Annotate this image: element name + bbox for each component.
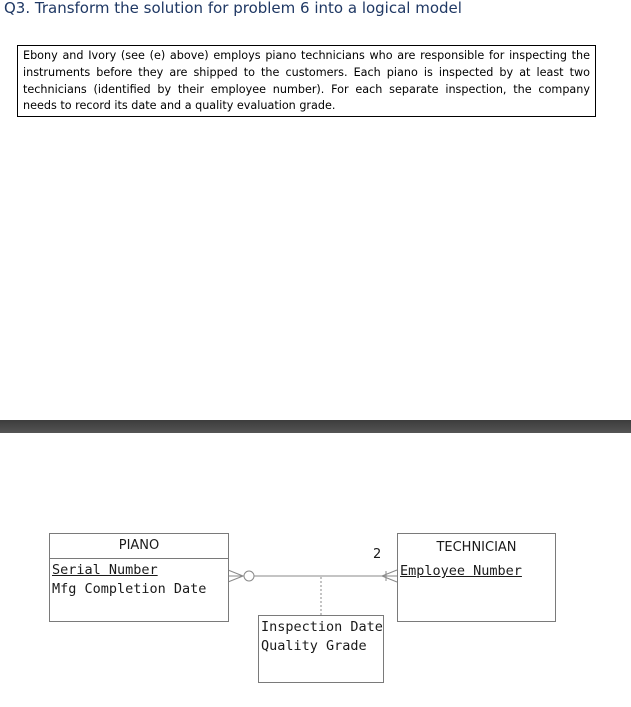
piano-entity [49, 533, 229, 622]
inspection-date-attribute: Inspection Date [261, 619, 383, 635]
question-heading: Q3. Transform the solution for problem 6 into a logical model [4, 0, 462, 17]
piano-serial-number-attribute: Serial Number [52, 562, 158, 578]
piano-entity-title: PIANO [50, 534, 228, 559]
inspection-quality-grade-attribute: Quality Grade [261, 638, 367, 654]
technician-employee-number-attribute: Employee Number [400, 563, 522, 579]
piano-mfg-completion-date-attribute: Mfg Completion Date [52, 581, 207, 597]
problem-statement-text: Ebony and Ivory (see (e) above) employs piano technicians who are responsible for inspecting the instruments before they are shipped to the customers. Each piano is inspected by at least two technicians (identified by their employee number). For each separate inspection, the company needs to record its date and a quality evaluation grade. [23, 49, 590, 113]
inspection-entity [258, 615, 384, 683]
cardinality-label: 2 [373, 547, 382, 562]
technician-entity [397, 533, 556, 622]
technician-entity-title: TECHNICIAN [436, 540, 517, 555]
